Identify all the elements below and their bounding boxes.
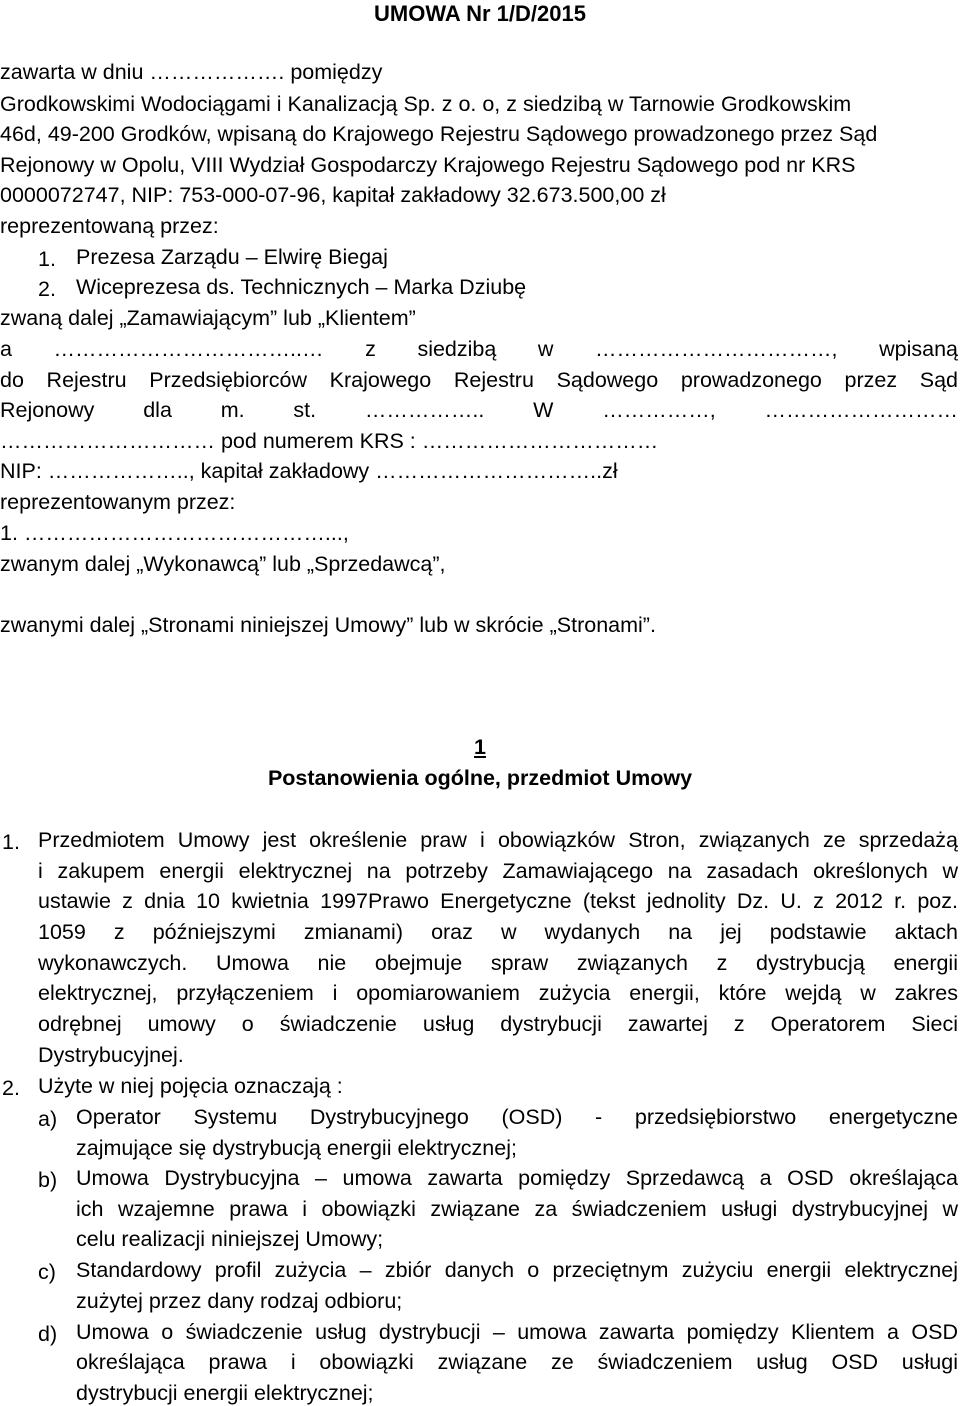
intro-line: reprezentowaną przez: xyxy=(0,214,219,238)
rep-number: 1. xyxy=(38,247,56,271)
para-number: 1. xyxy=(2,830,20,854)
definition-label: c) xyxy=(38,1260,56,1284)
definition-line: Operator Systemu Dystrybucyjnego (OSD) - przedsiębiorstwo energetyczne xyxy=(76,1105,958,1129)
contractor-line: NIP: ……………….., kapitał zakładowy …………………………..zł xyxy=(0,459,618,483)
para-line: i zakupem energii elektrycznej na potrzeby Zamawiającego na zasadach określonych w xyxy=(38,859,958,883)
definition-line: Umowa Dystrybucyjna – umowa zawarta pomiędzy Sprzedawcą a OSD określająca xyxy=(76,1166,958,1190)
intro-line: 46d, 49-200 Grodków, wpisaną do Krajowego Rejestru Sądowego prowadzonego przez Sąd xyxy=(0,122,878,146)
definition-label: a) xyxy=(38,1107,58,1131)
definition-line: Umowa o świadczenie usług dystrybucji – umowa zawarta pomiędzy Klientem a OSD xyxy=(76,1320,958,1344)
intro-line: Grodkowskimi Wodociągami i Kanalizacją Sp. z o. o, z siedzibą w Tarnowie Grodkowskim xyxy=(0,92,852,116)
para-line: ustawie z dnia 10 kwietnia 1997Prawo Energetyczne (tekst jednolity Dz. U. z 2012 r. poz. xyxy=(38,889,958,913)
intro-line: Rejonowy w Opolu, VIII Wydział Gospodarczy Krajowego Rejestru Sądowego pod nr KRS xyxy=(0,153,856,177)
para-line: odrębnej umowy o świadczenie usług dystrybucji zawartej z Operatorem Sieci xyxy=(38,1012,958,1036)
section-heading: Postanowienia ogólne, przedmiot Umowy xyxy=(267,766,693,790)
definition-label: b) xyxy=(38,1168,58,1192)
para-line: Użyte w niej pojęcia oznaczają : xyxy=(38,1074,343,1098)
definition-line: dystrybucji energii elektrycznej; xyxy=(76,1381,374,1405)
definition-line: ich wzajemne prawa i obowiązki związane za świadczeniem usługi dystrybucyjnej w xyxy=(76,1197,958,1221)
contract-title: UMOWA Nr 1/D/2015 xyxy=(374,1,586,26)
definition-line: zużytej przez dany rodzaj odbioru; xyxy=(76,1289,403,1313)
contractor-line: Rejonowy dla m. st. …………….. W ……………, ……………………… xyxy=(0,398,958,422)
parties-designation: zwanymi dalej „Stronami niniejszej Umowy” lub w skrócie „Stronami”. xyxy=(0,613,656,637)
para-line: elektrycznej, przyłączeniem i opomiarowaniem zużycia energii, które wejdą w zakres xyxy=(38,981,958,1005)
para-line: 1059 z późniejszymi zmianami) oraz w wydanych na jej podstawie aktach xyxy=(38,920,958,944)
definition-line: celu realizacji niniejszej Umowy; xyxy=(76,1227,384,1251)
para-line: wykonawczych. Umowa nie obejmuje spraw związanych z dystrybucją energii xyxy=(38,951,958,975)
rep-text: Prezesa Zarządu – Elwirę Biegaj xyxy=(76,245,388,269)
intro-line: 0000072747, NIP: 753-000-07-96, kapitał zakładowy 32.673.500,00 zł xyxy=(0,183,666,207)
contractor-line: zwanym dalej „Wykonawcą” lub „Sprzedawcą”, xyxy=(0,552,446,576)
definition-line: określająca prawa i obowiązki związane ze świadczeniem usług OSD usługi xyxy=(76,1350,958,1374)
rep-text: Wiceprezesa ds. Technicznych – Marka Dziubę xyxy=(76,275,527,299)
contractor-line: a ……………………………..… z siedzibą w ……………………………, wpisaną xyxy=(0,337,958,361)
section-number-text: 1 xyxy=(474,735,486,759)
client-designation: zwaną dalej „Zamawiającym” lub „Klientem” xyxy=(0,306,416,330)
intro-line: zawarta w dniu ………………. pomiędzy xyxy=(0,60,383,84)
contractor-line: ………………………… pod numerem KRS : …………………………… xyxy=(0,429,659,453)
contractor-line: reprezentowanym przez: xyxy=(0,490,236,514)
rep-number: 2. xyxy=(38,277,56,301)
definition-label: d) xyxy=(38,1322,58,1346)
definition-line: zajmujące się dystrybucją energii elektrycznej; xyxy=(76,1136,517,1160)
contractor-line: do Rejestru Przedsiębiorców Krajowego Rejestru Sądowego prowadzonego przez Sąd xyxy=(0,368,958,392)
section-number xyxy=(0,737,960,759)
para-line: Dystrybucyjnej. xyxy=(38,1043,184,1067)
para-line: Przedmiotem Umowy jest określenie praw i obowiązków Stron, związanych ze sprzedażą xyxy=(38,828,958,852)
definition-line: Standardowy profil zużycia – zbiór danych o przeciętnym zużyciu energii elektrycznej xyxy=(76,1258,958,1282)
contractor-line: 1. ……………………………………..., xyxy=(0,521,349,545)
para-number: 2. xyxy=(2,1076,20,1100)
